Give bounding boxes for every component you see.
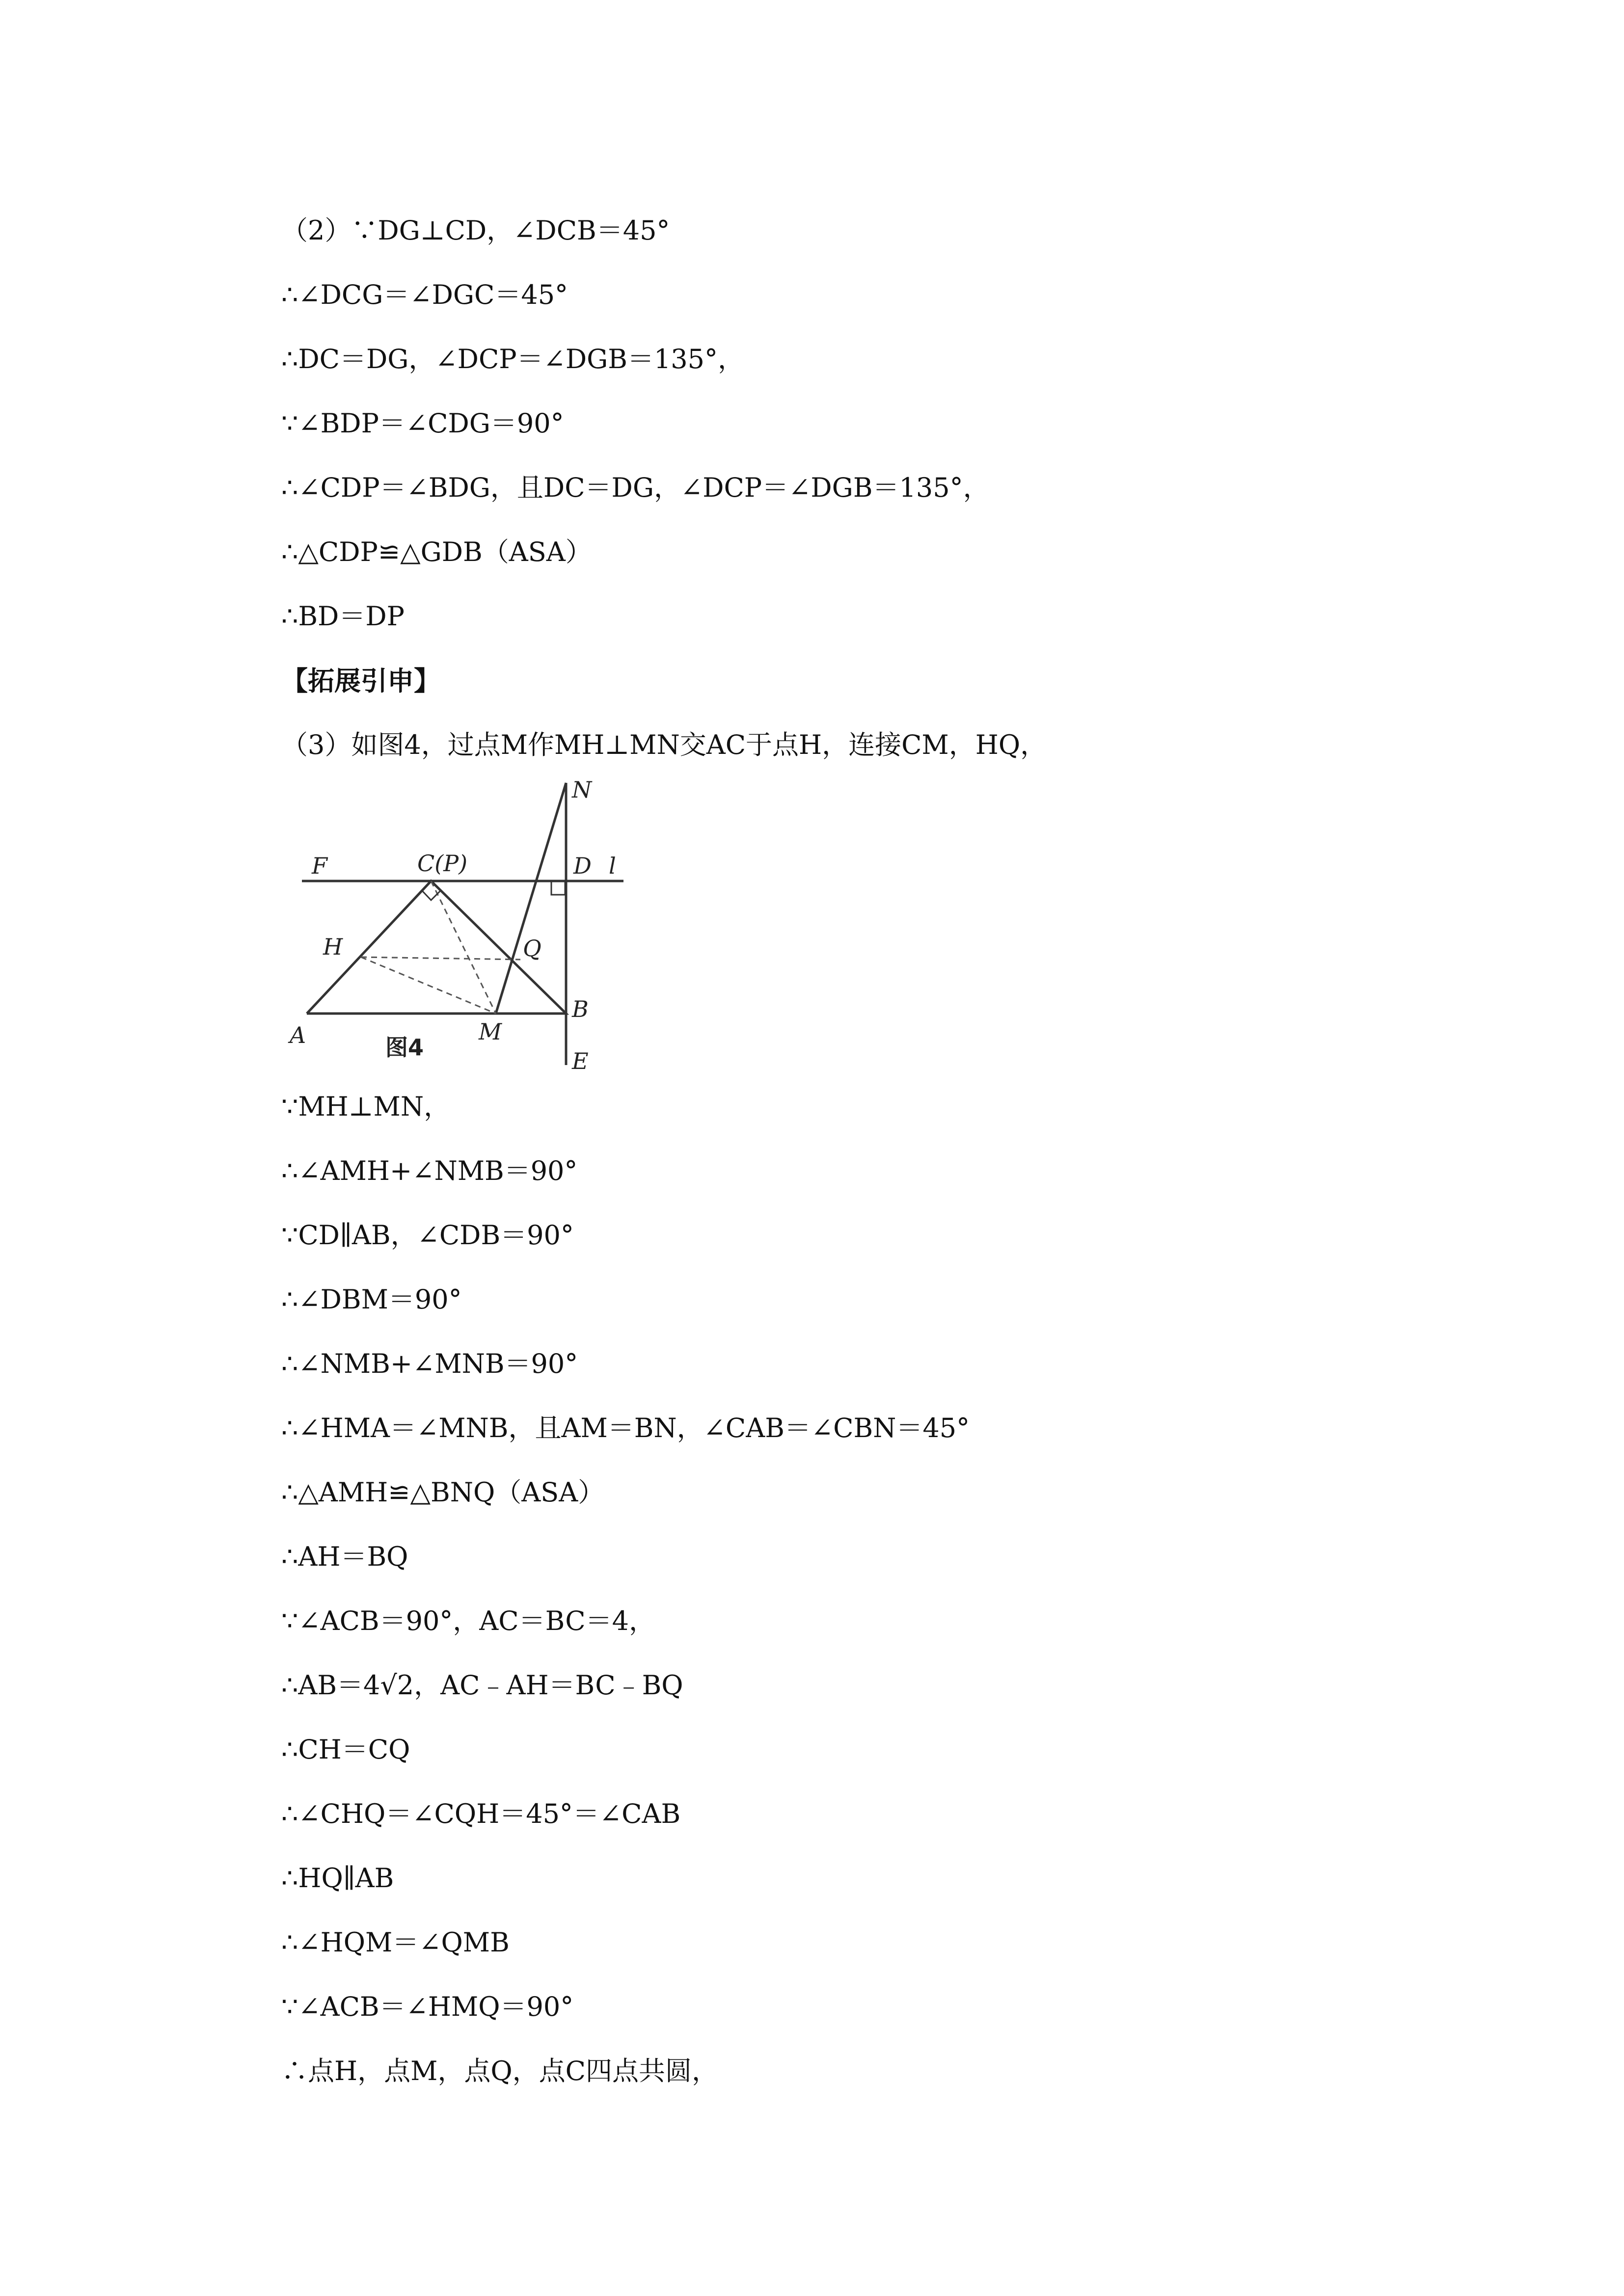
label-E: E [572,1048,589,1074]
text-line: ∵∠ACB＝90°，AC＝BC＝4， [281,1605,655,1636]
label-C: C(P) [417,850,468,877]
figure-4 [280,771,633,1080]
text-line: ∴DC＝DG，∠DCP＝∠DGB＝135°， [281,344,745,374]
figure-caption: 图4 [385,1034,424,1061]
text-line: ∵MH⊥MN， [281,1091,451,1122]
text-line: ∵∠ACB＝∠HMQ＝90° [281,1991,574,2022]
label-D: D [573,853,592,879]
text-line: ∴△CDP≌△GDB（ASA） [281,536,592,567]
label-Q: Q [523,935,541,961]
text-line: ∴∠NMB+∠MNB＝90° [281,1348,578,1379]
text-line: ∴HQ∥AB [281,1863,394,1894]
figure-4-diagram [280,771,633,1080]
text-line: （2）∵DG⊥CD，∠DCB＝45° [281,215,670,246]
section-heading: 【拓展引申】 [281,665,440,696]
label-M: M [479,1018,502,1045]
text-line: ∴∠DBM＝90° [281,1284,462,1315]
text-line: ∴∠CHQ＝∠CQH＝45°＝∠CAB [281,1798,681,1829]
label-F: F [312,853,327,879]
label-l: l [609,853,616,879]
text-line: ∴点H，点M，点Q，点C四点共圆， [281,2056,718,2086]
text-line: ∴AB＝4√2，AC﹣AH＝BC﹣BQ [281,1670,683,1701]
text-line: ∴∠DCG＝∠DGC＝45° [281,279,568,310]
label-N: N [572,776,592,803]
text-line: ∴BD＝DP [281,601,405,632]
text-line: ∴△AMH≌△BNQ（ASA） [281,1477,605,1508]
label-H: H [323,934,343,960]
text-line: ∴∠AMH+∠NMB＝90° [281,1155,578,1186]
part3-intro: （3）如图4，过点M作MH⊥MN交AC于点H，连接CM，HQ， [281,729,1047,760]
text-line: ∴∠CDP＝∠BDG，且DC＝DG，∠DCP＝∠DGB＝135°， [281,472,990,503]
text-line: ∵CD∥AB，∠CDB＝90° [281,1220,574,1251]
text-line: ∴∠HQM＝∠QMB [281,1927,510,1958]
text-line: ∵∠BDP＝∠CDG＝90° [281,408,564,439]
text-line: ∴∠HMA＝∠MNB，且AM＝BN，∠CAB＝∠CBN＝45° [281,1413,970,1443]
text-line: ∴AH＝BQ [281,1541,408,1572]
label-A: A [290,1022,306,1048]
label-B: B [572,996,589,1022]
text-line: ∴CH＝CQ [281,1734,410,1765]
